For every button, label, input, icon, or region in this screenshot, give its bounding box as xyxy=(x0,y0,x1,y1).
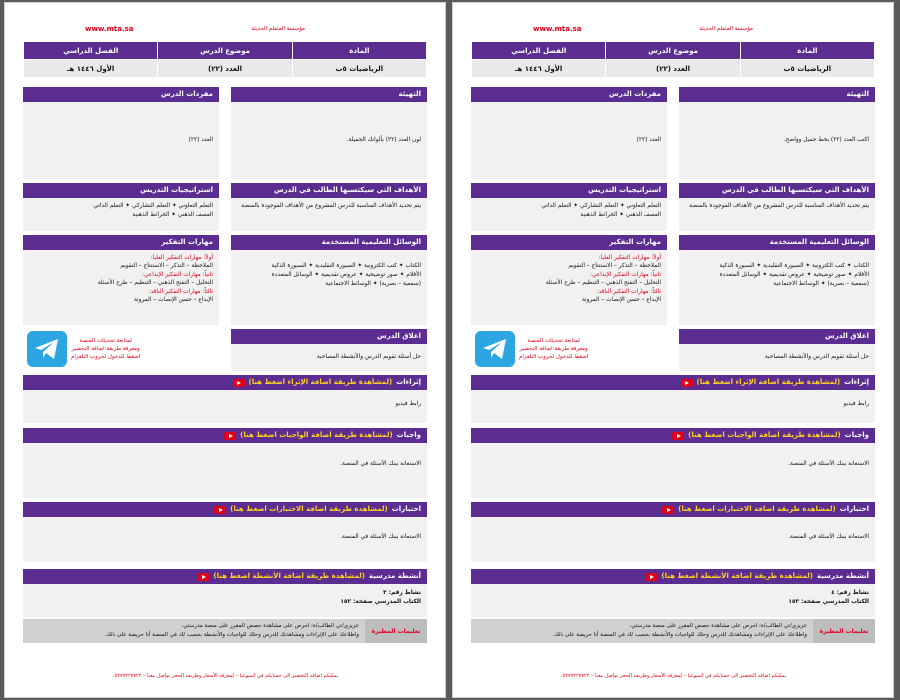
value-subject: الرياضيات ٥ب xyxy=(292,60,426,78)
telegram-line1: لمتابعة تحديثات المنصة xyxy=(79,337,132,344)
talimat-text xyxy=(29,622,359,639)
wajibat-text: الاستعانة ببنك الأسئلة في المنصة. xyxy=(340,461,421,467)
anshita-line1: نشاط رقم: ٤ xyxy=(831,590,869,596)
wasail-line1: الكتاب ✦ كتب الكترونية ✦ السبورة التقليدية ✦ السبورة الذكية xyxy=(719,263,869,269)
youtube-icon[interactable] xyxy=(197,573,209,581)
anshita-line1: نشاط رقم: ٣ xyxy=(383,590,421,596)
ikhtibarat-box xyxy=(471,502,875,562)
ahdaf-text: يتم تحديد الأهداف المناسبة للدرس المشروع من الأهداف الموجودة بالمنصة xyxy=(241,203,421,209)
anshita-link[interactable]: (لمشاهدة طريقة اضافة الأنشطة اضغط هنا) xyxy=(213,572,365,580)
tahyia-text: لون العدد (٢٢) بألوانك الجميلة. xyxy=(346,137,421,143)
value-topic: العدد (٢٢) xyxy=(606,60,740,78)
header-semester: الفصل الدراسي xyxy=(472,42,606,60)
telegram-text[interactable] xyxy=(519,337,588,362)
ithraat-bar xyxy=(23,375,427,390)
ithraat-label: إثراءات xyxy=(844,378,869,386)
talimat-line2: واطلاعك على الإثراءات ومشاهدتك للدرس وحلك للواجبات والأنشطة بحسب لك في المنصة أنا حريصة على ذلك. xyxy=(104,631,359,638)
wasail-title: الوسائل التعليمية المستخدمة xyxy=(231,235,427,250)
youtube-icon[interactable] xyxy=(224,432,236,440)
maharat-title: مهارات التفكير xyxy=(23,235,219,250)
maharat-h3: ثالثاً: مهارات التفكير الناقد: xyxy=(596,288,661,295)
wajibat-link[interactable]: (لمشاهدة طريقة اضافة الواجبات اضغط هنا) xyxy=(688,431,841,439)
telegram-icon[interactable] xyxy=(27,331,67,367)
ikhtibarat-label: اختبارات xyxy=(839,505,869,513)
ikhtibarat-text: الاستعانة ببنك الأسئلة في المنصة. xyxy=(340,534,421,540)
ikhtibarat-bar xyxy=(23,502,427,517)
ithraat-link[interactable]: (لمشاهدة طريقة اضافة الإثراء اضغط هنا) xyxy=(696,378,841,386)
wasail-box xyxy=(679,235,875,325)
talimat-label: تعليمات المطيرة xyxy=(365,619,427,643)
maharat-title: مهارات التفكير xyxy=(471,235,667,250)
value-topic: العدد (٢٢) xyxy=(158,60,292,78)
lesson-header-table xyxy=(471,41,875,78)
page-topline xyxy=(25,25,425,39)
strategies-line1: التعلم التعاوني ✦ التعلم التشاركي ✦ التعلم الذاتي xyxy=(541,203,661,209)
maharat-l3: الإبداع – حسن الإنصات – المرونة xyxy=(581,296,661,303)
anshita-link[interactable]: (لمشاهدة طريقة اضافة الأنشطة اضغط هنا) xyxy=(661,572,813,580)
tahyia-title: التهيئة xyxy=(231,87,427,102)
wasail-line1: الكتاب ✦ كتب الكترونية ✦ السبورة التقليدية ✦ السبورة الذكية xyxy=(271,263,421,269)
anshita-box xyxy=(23,569,427,617)
mufradat-text: العدد (٢٢) xyxy=(188,137,213,143)
strategies-title: استراتيجيات التدريس xyxy=(23,183,219,198)
header-topic: موضوع الدرس xyxy=(158,42,292,60)
footer-contact: يمكنكم اضافة التحضير الى حسابكم في اسبوعيا – لمعرفة الأسعار وطريقة الحجز تواصل معنا – ٠٥٢٧٧٢٢٧٧٢٢ xyxy=(111,673,339,679)
talimat-label: تعليمات المطيرة xyxy=(813,619,875,643)
anshita-label: أنشطة مدرسية xyxy=(816,572,869,580)
maharat-h2: ثانياً: مهارات التفكير الإبداعي: xyxy=(589,271,661,278)
maharat-h3: ثالثاً: مهارات التفكير الناقد: xyxy=(148,288,213,295)
site-link[interactable]: www.mta.sa xyxy=(533,25,582,33)
telegram-promo[interactable] xyxy=(27,331,217,367)
ahdaf-title: الأهداف التي سيكتسبها الطالب في الدرس xyxy=(679,183,875,198)
talimat-box xyxy=(471,619,875,643)
ighlaq-text: حل أسئلة تقويم الدرس والأنشطة المصاحبة xyxy=(764,354,869,360)
maharat-l2: التحليل – التفتح الذهني – التنظيم – طرح الأسئلة xyxy=(97,280,213,287)
talimat-line2: واطلاعك على الإثراءات ومشاهدتك للدرس وحلك للواجبات والأنشطة بحسب لك في المنصة أنا حريصة على ذلك. xyxy=(552,631,807,638)
tahyia-box xyxy=(231,87,427,179)
ahdaf-text: يتم تحديد الأهداف المناسبة للدرس المشروع من الأهداف الموجودة بالمنصة xyxy=(689,203,869,209)
maharat-l2: التحليل – التفتح الذهني – التنظيم – طرح الأسئلة xyxy=(545,280,661,287)
ahdaf-box xyxy=(231,183,427,231)
telegram-line2: ومعرفة طريقة اضافة التحضير xyxy=(71,345,140,352)
org-name: مؤسسة المتعلم الحديثة xyxy=(699,26,753,32)
anshita-body xyxy=(23,584,427,611)
maharat-body xyxy=(23,250,219,308)
maharat-h1: أولاً: مهارات التفكير العليا: xyxy=(150,255,213,261)
wajibat-label: واجبات xyxy=(396,431,421,439)
strategies-line2: العصف الذهني ✦ الخرائط الذهنية xyxy=(132,211,213,218)
mufradat-title: مفردات الدرس xyxy=(23,87,219,102)
tahyia-title: التهيئة xyxy=(679,87,875,102)
ikhtibarat-link[interactable]: (لمشاهدة طريقة اضافة الاختبارات اضغط هنا) xyxy=(230,505,388,513)
maharat-box xyxy=(471,235,667,325)
ikhtibarat-bar xyxy=(471,502,875,517)
maharat-l1: الملاحظة – التذكر – الاستنتاج – التقويم xyxy=(568,263,661,270)
maharat-h2: ثانياً: مهارات التفكير الإبداعي: xyxy=(141,271,213,278)
talimat-line1: عزيزي/تي الطالب/ة: احرص على مشاهدة حصص المقرر على منصة مدرستي، xyxy=(181,623,359,629)
ikhtibarat-box xyxy=(23,502,427,562)
value-subject: الرياضيات ٥ب xyxy=(740,60,874,78)
talimat-box xyxy=(23,619,427,643)
maharat-l3: الإبداع – حسن الإنصات – المرونة xyxy=(133,296,213,303)
strategies-title: استراتيجيات التدريس xyxy=(471,183,667,198)
tahyia-box xyxy=(679,87,875,179)
wajibat-link[interactable]: (لمشاهدة طريقة اضافة الواجبات اضغط هنا) xyxy=(240,431,393,439)
lesson-page-right xyxy=(452,2,894,698)
anshita-label: أنشطة مدرسية xyxy=(368,572,421,580)
wajibat-bar xyxy=(471,428,875,443)
header-topic: موضوع الدرس xyxy=(606,42,740,60)
ikhtibarat-link[interactable]: (لمشاهدة طريقة اضافة الاختبارات اضغط هنا) xyxy=(678,505,836,513)
telegram-text[interactable] xyxy=(71,337,140,362)
maharat-box xyxy=(23,235,219,325)
strategies-body xyxy=(471,198,667,224)
wasail-body xyxy=(231,250,427,293)
wajibat-text: الاستعانة ببنك الأسئلة في المنصة. xyxy=(788,461,869,467)
wajibat-label: واجبات xyxy=(844,431,869,439)
telegram-line2: ومعرفة طريقة اضافة التحضير xyxy=(519,345,588,352)
mufradat-title: مفردات الدرس xyxy=(471,87,667,102)
header-subject: المادة xyxy=(740,42,874,60)
wasail-title: الوسائل التعليمية المستخدمة xyxy=(679,235,875,250)
ithraat-box xyxy=(471,375,875,423)
wasail-line2: الأقلام ✦ صور توضيحية ✦ عروض تقديمية ✦ الوسائل المتعددة xyxy=(271,271,421,278)
page-topline xyxy=(473,25,873,39)
value-semester: الأول ١٤٤٦ هـ xyxy=(472,60,606,78)
ighlaq-title: اغلاق الدرس xyxy=(231,329,427,344)
strategies-line2: العصف الذهني ✦ الخرائط الذهنية xyxy=(580,211,661,218)
youtube-icon[interactable] xyxy=(645,573,657,581)
wajibat-box xyxy=(23,428,427,498)
wasail-line3: (سمعية – بصرية) ✦ الوسائط الاجتماعية xyxy=(325,280,421,287)
strategies-box xyxy=(471,183,667,231)
ithraat-label: إثراءات xyxy=(396,378,421,386)
ahdaf-box xyxy=(679,183,875,231)
ahdaf-title: الأهداف التي سيكتسبها الطالب في الدرس xyxy=(231,183,427,198)
strategies-box xyxy=(23,183,219,231)
org-name: مؤسسة المتعلم الحديثة xyxy=(251,26,305,32)
anshita-bar xyxy=(471,569,875,584)
talimat-text xyxy=(477,622,807,639)
footer-contact: يمكنكم اضافة التحضير الى حسابكم في اسبوعيا – لمعرفة الأسعار وطريقة الحجز تواصل معنا – ٠٥٢٧٧٢٢٧٧٢٢ xyxy=(559,673,787,679)
strategies-body xyxy=(23,198,219,224)
strategies-line1: التعلم التعاوني ✦ التعلم التشاركي ✦ التعلم الذاتي xyxy=(93,203,213,209)
talimat-line1: عزيزي/تي الطالب/ة: احرص على مشاهدة حصص المقرر على منصة مدرستي، xyxy=(629,623,807,629)
telegram-promo[interactable] xyxy=(475,331,665,367)
youtube-icon[interactable] xyxy=(662,506,674,514)
ithraat-text: رابط فيديو xyxy=(395,401,421,407)
anshita-body xyxy=(471,584,875,611)
wasail-box xyxy=(231,235,427,325)
ithraat-link[interactable]: (لمشاهدة طريقة اضافة الإثراء اضغط هنا) xyxy=(248,378,393,386)
telegram-line3: اضغط للدخول لجروب التلغرام xyxy=(519,354,589,361)
ighlaq-box xyxy=(679,329,875,371)
youtube-icon[interactable] xyxy=(214,506,226,514)
tahyia-text: اكتب العدد (٢٢) بخط جميل وواضح. xyxy=(783,137,869,143)
mufradat-text: العدد (٢٢) xyxy=(636,137,661,143)
ithraat-bar xyxy=(471,375,875,390)
ikhtibarat-label: اختبارات xyxy=(391,505,421,513)
ithraat-text: رابط فيديو xyxy=(843,401,869,407)
ighlaq-box xyxy=(231,329,427,371)
header-subject: المادة xyxy=(292,42,426,60)
wasail-body xyxy=(679,250,875,293)
youtube-icon[interactable] xyxy=(681,379,693,387)
ithraat-box xyxy=(23,375,427,423)
anshita-line2: الكتاب المدرسي صفحة: ١٥٢ xyxy=(340,598,421,605)
anshita-box xyxy=(471,569,875,617)
youtube-icon[interactable] xyxy=(233,379,245,387)
telegram-icon[interactable] xyxy=(475,331,515,367)
site-link[interactable]: www.mta.sa xyxy=(85,25,134,33)
header-semester: الفصل الدراسي xyxy=(24,42,158,60)
ighlaq-title: اغلاق الدرس xyxy=(679,329,875,344)
mufradat-box xyxy=(23,87,219,179)
wajibat-box xyxy=(471,428,875,498)
value-semester: الأول ١٤٤٦ هـ xyxy=(24,60,158,78)
wajibat-bar xyxy=(23,428,427,443)
telegram-line1: لمتابعة تحديثات المنصة xyxy=(527,337,580,344)
maharat-l1: الملاحظة – التذكر – الاستنتاج – التقويم xyxy=(120,263,213,270)
ighlaq-text: حل أسئلة تقويم الدرس والأنشطة المصاحبة xyxy=(316,354,421,360)
anshita-line2: الكتاب المدرسي صفحة: ١٥٣ xyxy=(788,598,869,605)
ikhtibarat-text: الاستعانة ببنك الأسئلة في المنصة. xyxy=(788,534,869,540)
lesson-page-left xyxy=(4,2,446,698)
wasail-line3: (سمعية – بصرية) ✦ الوسائط الاجتماعية xyxy=(773,280,869,287)
youtube-icon[interactable] xyxy=(672,432,684,440)
lesson-header-table xyxy=(23,41,427,78)
mufradat-box xyxy=(471,87,667,179)
anshita-bar xyxy=(23,569,427,584)
telegram-line3: اضغط للدخول لجروب التلغرام xyxy=(71,354,141,361)
wasail-line2: الأقلام ✦ صور توضيحية ✦ عروض تقديمية ✦ الوسائل المتعددة xyxy=(719,271,869,278)
maharat-body xyxy=(471,250,667,308)
maharat-h1: أولاً: مهارات التفكير العليا: xyxy=(598,255,661,261)
